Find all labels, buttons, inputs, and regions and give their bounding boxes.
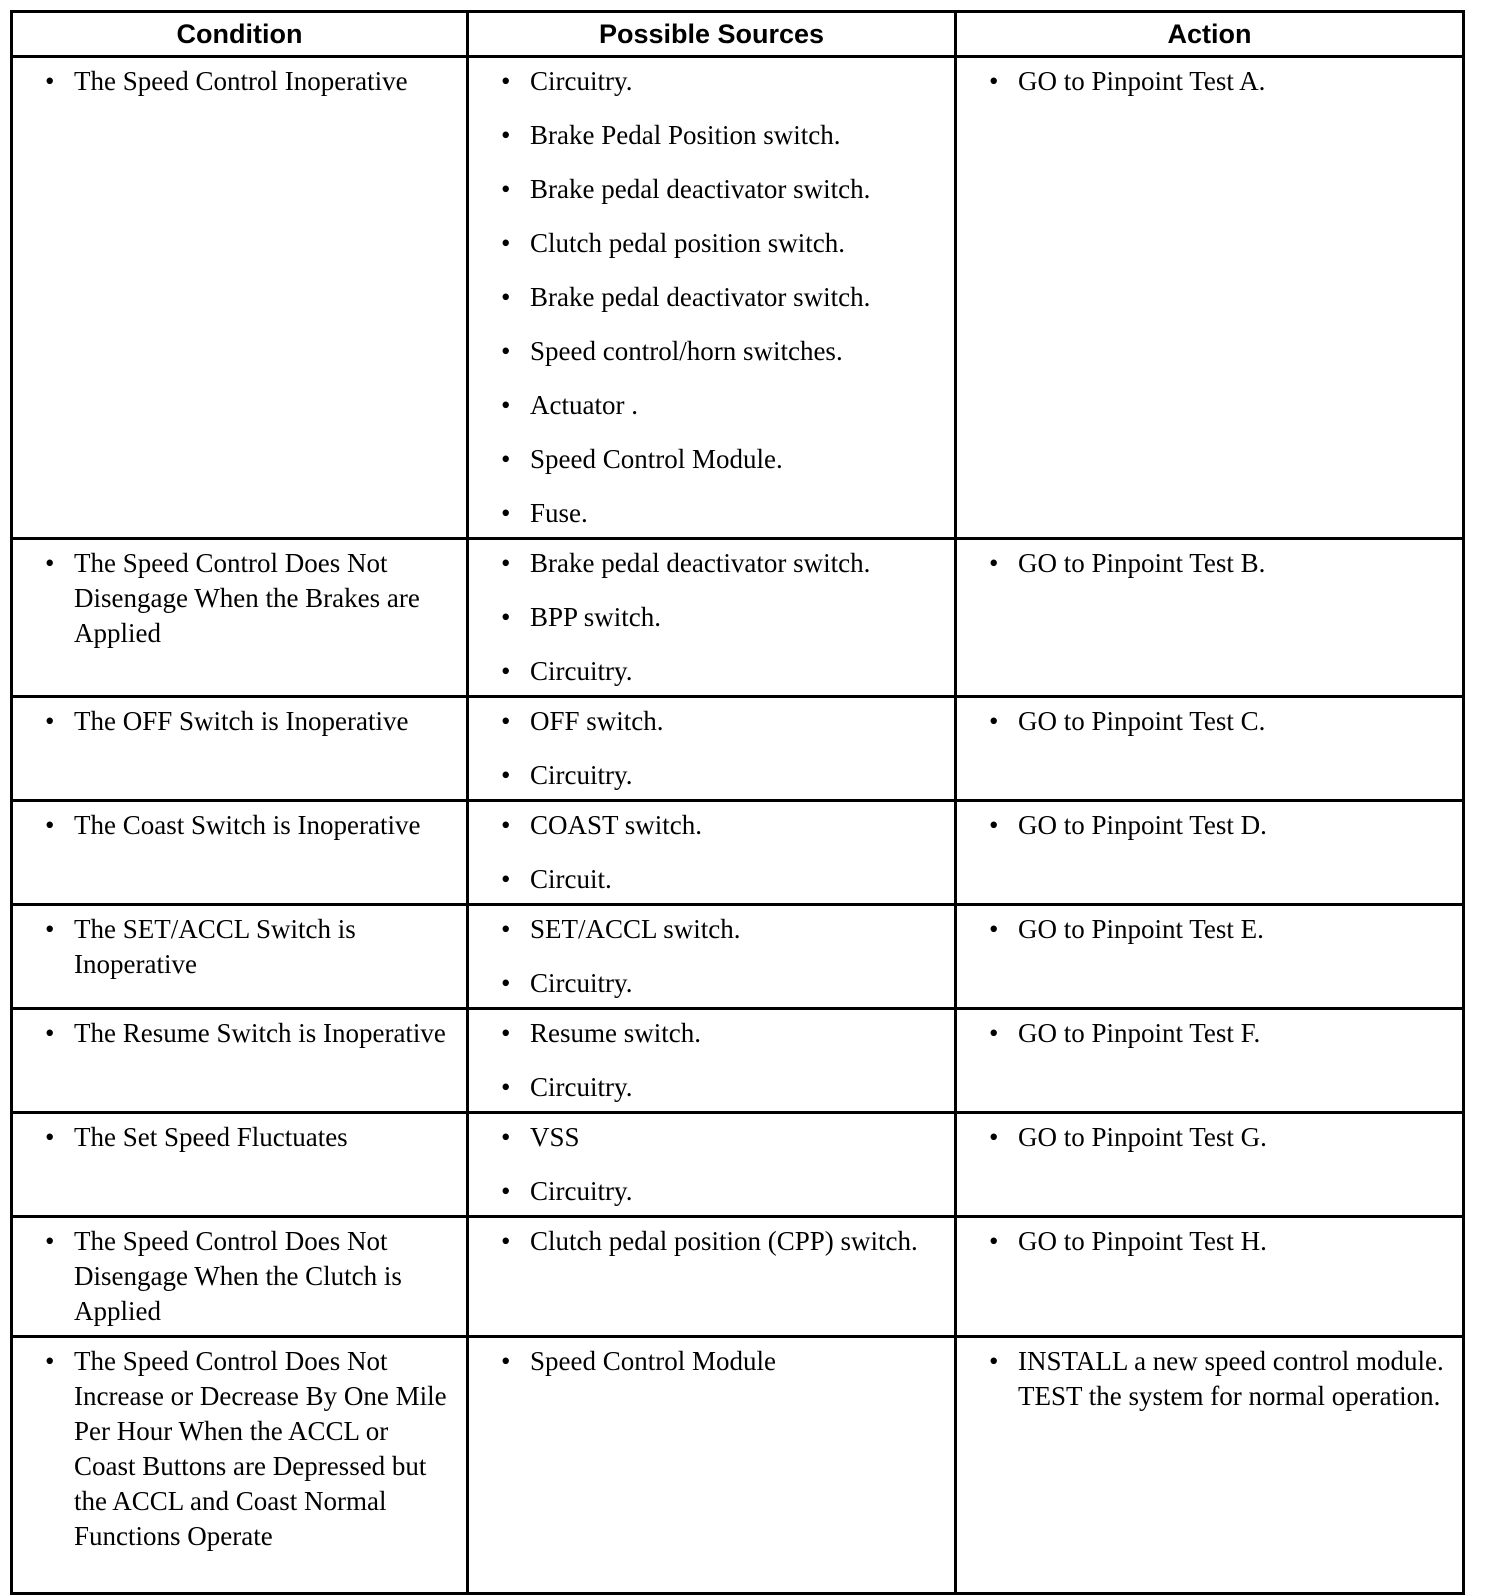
condition-cell [12, 801, 468, 905]
possible-sources-cell [468, 905, 956, 1009]
condition-text: • The OFF Switch is Inoperative [43, 704, 456, 739]
possible-source-item: • Circuitry. [499, 1070, 944, 1105]
possible-sources-list [499, 1120, 944, 1209]
possible-sources-cell [468, 1337, 956, 1594]
condition-list [43, 64, 456, 99]
possible-sources-cell [468, 801, 956, 905]
possible-sources-cell [468, 1009, 956, 1113]
condition-list [43, 1120, 456, 1155]
table-row [12, 905, 1464, 1009]
possible-source-item: • Brake pedal deactivator switch. [499, 172, 944, 207]
action-cell [956, 1009, 1464, 1113]
condition-cell [12, 697, 468, 801]
table-row [12, 801, 1464, 905]
possible-sources-cell [468, 57, 956, 539]
action-list [987, 704, 1452, 739]
possible-source-item: • Brake Pedal Position switch. [499, 118, 944, 153]
possible-sources-list [499, 1224, 944, 1259]
action-text: • GO to Pinpoint Test A. [987, 64, 1452, 99]
condition-cell [12, 1009, 468, 1113]
possible-source-item: • Speed Control Module. [499, 442, 944, 477]
action-cell [956, 697, 1464, 801]
possible-source-item: • Fuse. [499, 496, 944, 531]
action-list [987, 808, 1452, 843]
possible-source-item: • SET/ACCL switch. [499, 912, 944, 947]
condition-list [43, 808, 456, 843]
header-possible-sources: Possible Sources [468, 12, 956, 57]
condition-text: • The SET/ACCL Switch is Inoperative [43, 912, 456, 982]
possible-source-item: • Clutch pedal position switch. [499, 226, 944, 261]
possible-source-item: • Brake pedal deactivator switch. [499, 280, 944, 315]
condition-list [43, 546, 456, 651]
action-text: • GO to Pinpoint Test D. [987, 808, 1452, 843]
possible-sources-cell [468, 1217, 956, 1337]
action-text: • INSTALL a new speed control module. TEST the system for normal operation. [987, 1344, 1452, 1414]
action-cell [956, 1113, 1464, 1217]
possible-source-item: • Circuitry. [499, 758, 944, 793]
possible-sources-list [499, 1016, 944, 1105]
condition-cell [12, 57, 468, 539]
possible-source-item: • Circuitry. [499, 1174, 944, 1209]
action-text: • GO to Pinpoint Test F. [987, 1016, 1452, 1051]
action-list [987, 1016, 1452, 1051]
condition-text: • The Speed Control Does Not Disengage When the Brakes are Applied [43, 546, 456, 651]
possible-sources-list [499, 808, 944, 897]
table-row [12, 1113, 1464, 1217]
possible-source-item: • Brake pedal deactivator switch. [499, 546, 944, 581]
condition-list [43, 704, 456, 739]
header-condition: Condition [12, 12, 468, 57]
condition-cell [12, 539, 468, 697]
condition-text: • The Speed Control Does Not Disengage When the Clutch is Applied [43, 1224, 456, 1329]
header-action: Action [956, 12, 1464, 57]
table-body [12, 57, 1464, 1594]
possible-source-item: • Circuit. [499, 862, 944, 897]
action-list [987, 1120, 1452, 1155]
table-row [12, 1337, 1464, 1594]
possible-sources-list [499, 912, 944, 1001]
possible-source-item: • Circuitry. [499, 654, 944, 689]
condition-cell [12, 1337, 468, 1594]
possible-source-item: • OFF switch. [499, 704, 944, 739]
possible-sources-cell [468, 539, 956, 697]
action-list [987, 546, 1452, 581]
condition-text: • The Speed Control Inoperative [43, 64, 456, 99]
action-list [987, 1344, 1452, 1414]
table-row [12, 697, 1464, 801]
action-cell [956, 801, 1464, 905]
table-row [12, 57, 1464, 539]
action-text: • GO to Pinpoint Test G. [987, 1120, 1452, 1155]
action-list [987, 912, 1452, 947]
condition-cell [12, 1113, 468, 1217]
table-row [12, 1217, 1464, 1337]
possible-source-item: • COAST switch. [499, 808, 944, 843]
possible-sources-list [499, 546, 944, 689]
action-text: • GO to Pinpoint Test E. [987, 912, 1452, 947]
condition-list [43, 1344, 456, 1554]
action-cell [956, 1217, 1464, 1337]
action-text: • GO to Pinpoint Test B. [987, 546, 1452, 581]
possible-sources-list [499, 1344, 944, 1379]
possible-source-item: • Speed Control Module [499, 1344, 944, 1379]
table-row [12, 539, 1464, 697]
possible-source-item: • BPP switch. [499, 600, 944, 635]
action-list [987, 1224, 1452, 1259]
condition-list [43, 1016, 456, 1051]
possible-source-item: • Speed control/horn switches. [499, 334, 944, 369]
possible-sources-list [499, 704, 944, 793]
possible-source-item: • Actuator . [499, 388, 944, 423]
condition-text: • The Resume Switch is Inoperative [43, 1016, 456, 1051]
possible-source-item: • Circuitry. [499, 966, 944, 1001]
possible-source-item: • Clutch pedal position (CPP) switch. [499, 1224, 944, 1259]
symptom-chart-table [10, 10, 1465, 1595]
condition-text: • The Set Speed Fluctuates [43, 1120, 456, 1155]
possible-sources-list [499, 64, 944, 531]
possible-sources-cell [468, 1113, 956, 1217]
possible-source-item: • Circuitry. [499, 64, 944, 99]
header-row [12, 12, 1464, 57]
possible-sources-cell [468, 697, 956, 801]
action-cell [956, 905, 1464, 1009]
action-cell [956, 539, 1464, 697]
action-text: • GO to Pinpoint Test H. [987, 1224, 1452, 1259]
condition-cell [12, 905, 468, 1009]
condition-cell [12, 1217, 468, 1337]
action-list [987, 64, 1452, 99]
action-cell [956, 57, 1464, 539]
possible-source-item: • VSS [499, 1120, 944, 1155]
condition-text: • The Speed Control Does Not Increase or Decrease By One Mile Per Hour When the ACCL or Coast Buttons are Depressed but the ACCL and Coast Normal Functions Operate [43, 1344, 456, 1554]
condition-text: • The Coast Switch is Inoperative [43, 808, 456, 843]
condition-list [43, 912, 456, 982]
condition-list [43, 1224, 456, 1329]
action-text: • GO to Pinpoint Test C. [987, 704, 1452, 739]
table-row [12, 1009, 1464, 1113]
possible-source-item: • Resume switch. [499, 1016, 944, 1051]
action-cell [956, 1337, 1464, 1594]
